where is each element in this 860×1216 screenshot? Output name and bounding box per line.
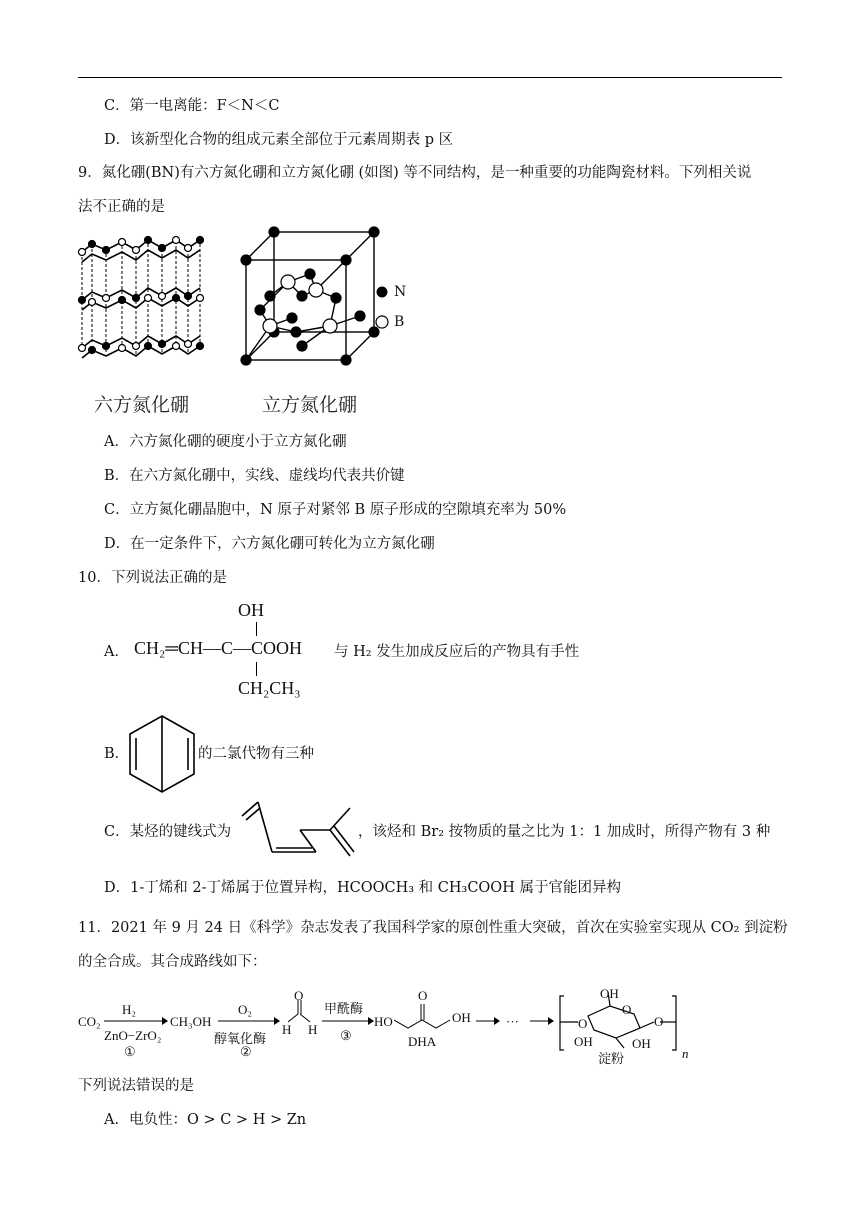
starch-o-3: O (654, 1014, 664, 1029)
q10-option-d: D．1-丁烯和 2-丁烯属于位置异构，HCOOCH₃ 和 CH₃COOH 属于官能团异构 (104, 880, 621, 896)
route-catalyst-2: 醇氧化酶 (214, 1031, 267, 1046)
q10-option-c-label: C．某烃的键线式为 (104, 824, 232, 840)
q10-option-a-text: 与 H₂ 发生加成反应后的产物具有手性 (334, 644, 580, 660)
q9-stem-line2: 法不正确的是 (78, 199, 165, 215)
skeletal-formula (238, 796, 358, 866)
starch-oh-3: OH (632, 1036, 651, 1051)
q9-stem-line1: 9．氮化硼(BN)有六方氮化硼和立方氮化硼 (如图) 等不同结构，是一种重要的功能陶瓷材料。下列相关说 (78, 165, 752, 181)
hexagonal-bn-caption: 六方氮化硼 (94, 394, 190, 416)
route-catalyst-1: ZnO−ZrO₂ (104, 1028, 162, 1043)
route-o2: O₂ (238, 1002, 252, 1017)
q10a-main-chain: CH₂═CH—C—COOH (134, 638, 303, 658)
synthesis-route (78, 986, 782, 1066)
q10-option-b-text: 的二氯代物有三种 (198, 746, 314, 762)
q8-option-d: D．该新型化合物的组成元素全部位于元素周期表 p 区 (104, 132, 454, 148)
route-methanol: CH₃OH (170, 1014, 212, 1029)
route-dha-oh: OH (452, 1010, 471, 1025)
cubic-bn-figure (236, 224, 416, 368)
starch-n-subscript: n (682, 1046, 689, 1061)
q9-option-b: B．在六方氮化硼中，实线、虚线均代表共价键 (104, 468, 405, 484)
starch-o-2: O (622, 1002, 632, 1017)
route-step-2: ② (240, 1044, 252, 1059)
route-h2: H₂ (122, 1002, 136, 1017)
q9-option-a: A．六方氮化硼的硬度小于立方氮化硼 (104, 434, 347, 450)
q11-stem-line2: 的全合成。其合成路线如下： (78, 954, 267, 970)
q11-option-a: A．电负性：O > C > H > Zn (104, 1112, 307, 1128)
cubic-bn-caption: 立方氮化硼 (262, 394, 358, 416)
q10a-ethyl: CH₂CH₃ (238, 678, 301, 698)
route-formaldehyde-o: O (294, 988, 304, 1003)
legend-b-label: B (394, 314, 405, 330)
legend-n-label: N (394, 284, 407, 300)
route-formaldehyde-h-right: H (308, 1022, 318, 1037)
q10a-oh: OH (238, 600, 264, 620)
q10-option-b-label: B． (104, 746, 130, 762)
route-dha-label: DHA (408, 1034, 437, 1049)
starch-oh-2: OH (574, 1034, 593, 1049)
route-step-3: ③ (340, 1028, 352, 1043)
route-dha-ho: HO (374, 1014, 393, 1029)
route-starch-label: 淀粉 (598, 1051, 625, 1066)
bicyclic-structure (126, 712, 198, 796)
q10-stem: 10．下列说法正确的是 (78, 570, 227, 586)
q9-option-c: C．立方氮化硼晶胞中，N 原子对紧邻 B 原子形成的空隙填充率为 50% (104, 502, 567, 518)
header-rule (78, 77, 782, 78)
q11-stem-line1: 11．2021 年 9 月 24 日《科学》杂志发表了我国科学家的原创性重大突破，首次在实验室实现从 CO₂ 到淀粉 (78, 920, 788, 936)
q8-option-c: C．第一电离能：F＜N＜C (104, 98, 280, 114)
q11-stem-line3: 下列说法错误的是 (78, 1078, 194, 1094)
q9-option-d: D．在一定条件下，六方氮化硼可转化为立方氮化硼 (104, 536, 435, 552)
hexagonal-bn-figure (76, 232, 206, 368)
q10-option-a-label: A． (104, 644, 129, 660)
route-step-1: ① (124, 1044, 136, 1059)
route-co2: CO₂ (78, 1014, 101, 1029)
starch-o-1: O (578, 1016, 588, 1031)
route-formaldehyde-h-left: H (282, 1022, 292, 1037)
route-ellipsis: ··· (506, 1014, 519, 1029)
route-dha-o: O (418, 988, 428, 1003)
q10-option-c-text: ，该烃和 Br₂ 按物质的量之比为 1：1 加成时，所得产物有 3 种 (358, 824, 771, 840)
route-catalyst-3: 甲酰酶 (324, 1001, 364, 1016)
starch-oh-1: OH (600, 986, 619, 1001)
